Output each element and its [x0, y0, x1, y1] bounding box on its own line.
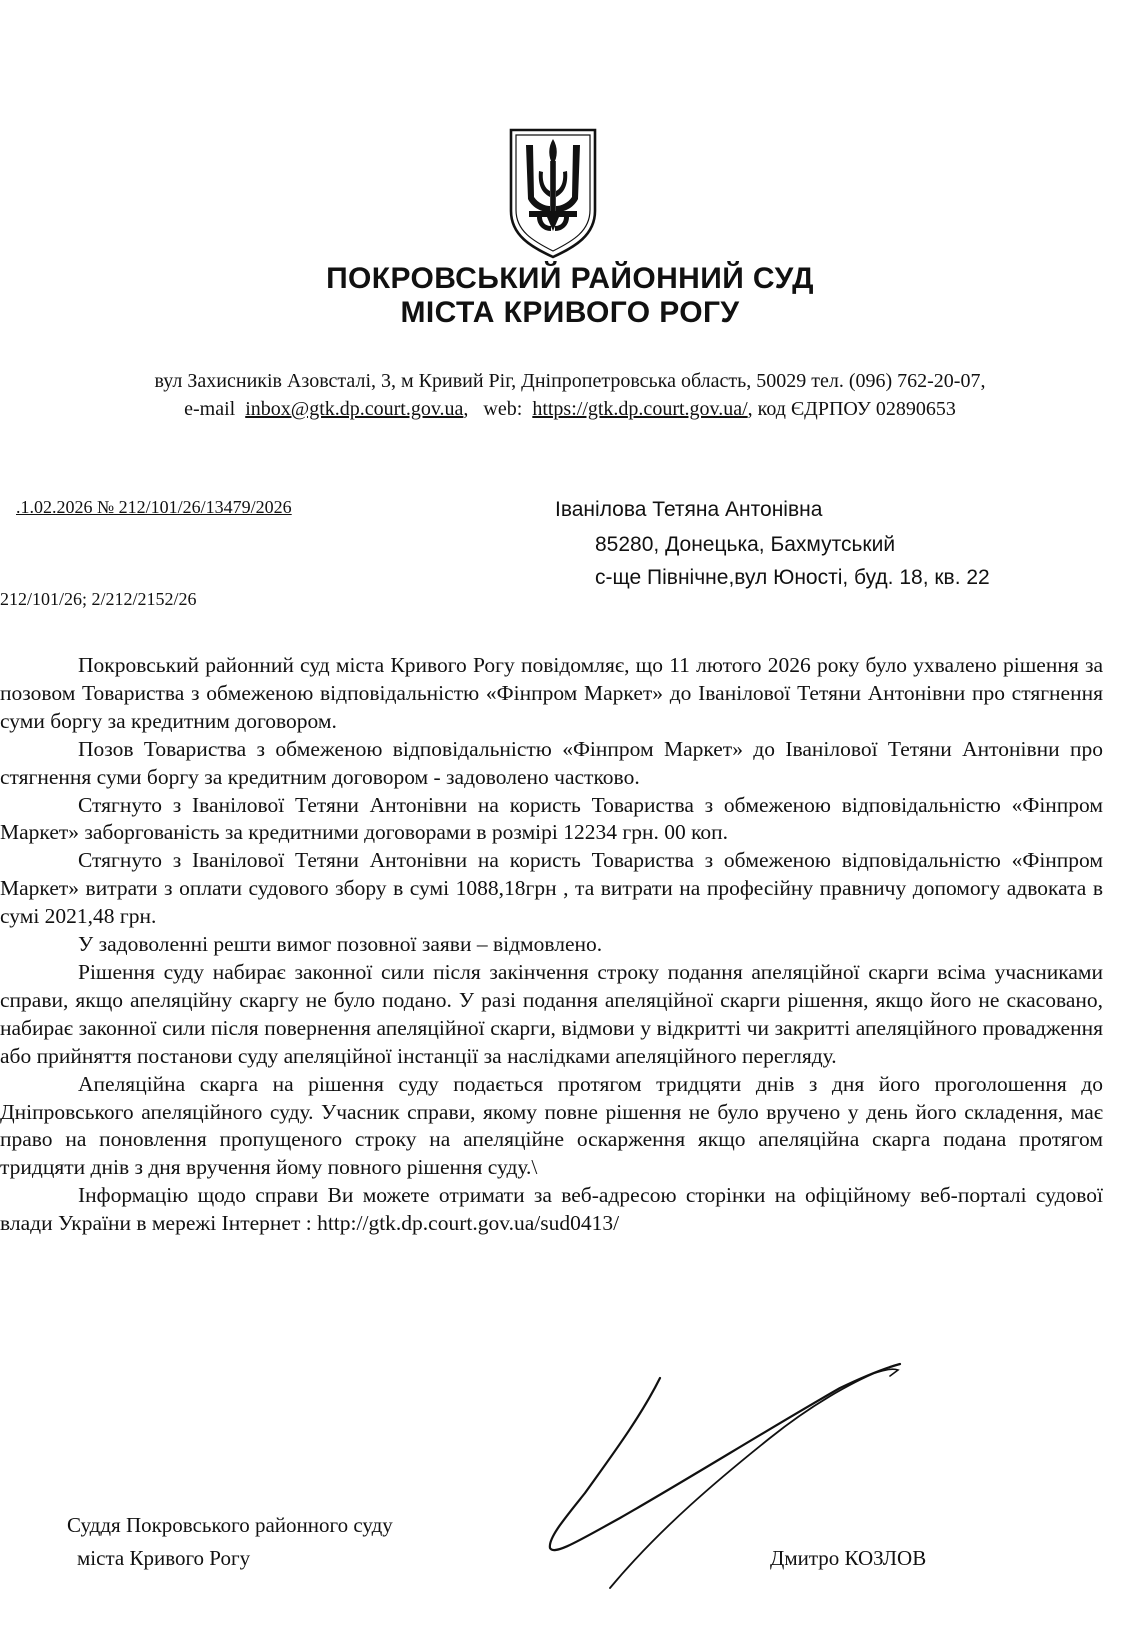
body-paragraph: Інформацію щодо справи Ви можете отримати за веб-адресою сторінки на офіційному веб-порталі судової влади України в мережі Інтернет : http://gtk.dp.court.gov.ua/sud0413/	[0, 1183, 1103, 1236]
case-numbers: 212/101/26; 2/212/2152/26	[0, 589, 197, 609]
body-paragraph: Позов Товариства з обмеженою відповідальністю «Фінпром Маркет» до Іванілової Тетяни Антонівни про стягнення суми боргу за кредитним договором - задоволено частково.	[0, 736, 1103, 789]
judge-position-line2: міста Кривого Рогу	[77, 1546, 251, 1570]
email-link[interactable]: inbox@gtk.dp.court.gov.ua	[245, 398, 464, 420]
recipient-name: Іванілова Тетяна Антонівна	[555, 498, 823, 521]
web-label: web:	[483, 398, 523, 420]
letter-body	[0, 652, 1103, 1238]
body-paragraph: У задоволенні решти вимог позовної заяви – відмовлено.	[78, 932, 603, 957]
email-label: e-mail	[184, 398, 236, 420]
trident-coat-of-arms-icon	[507, 127, 599, 260]
body-paragraph: Апеляційна скарга на рішення суду подається протягом тридцяти днів з дня його проголошення до Дніпровського апеляційного суду. Учасник справи, якому повне рішення не було вручено у день його складення, має право на поновлення пропущеного строку на апеляційне оскарження якщо апеляційна скарга подана протягом тридцяти днів з дня вручення йому повного рішення суду.\	[0, 1071, 1103, 1180]
body-paragraph: Покровський районний суд міста Кривого Рогу повідомляє, що 11 лютого 2026 року було ухвалено рішення за позовом Товариства з обмеженою відповідальністю «Фінпром Маркет» до Іванілової Тетяни Антонівни про стягнення суми боргу за кредитним договором.	[0, 653, 1103, 733]
recipient-address-line1: 85280, Донецька, Бахмутський	[595, 533, 896, 556]
outgoing-number: .1.02.2026 № 212/101/26/13479/2026	[16, 497, 292, 517]
court-address: вул Захисників Азовсталі, 3, м Кривий Ріг, Дніпропетровська область, 50029 тел. (096) 762-20-07,	[154, 370, 986, 392]
court-name-line2: МІСТА КРИВОГО РОГУ	[400, 296, 740, 329]
judge-name: Дмитро КОЗЛОВ	[770, 1546, 927, 1570]
judge-position-line1: Суддя Покровського районного суду	[67, 1513, 393, 1537]
court-contacts: e-mail inbox@gtk.dp.court.gov.ua, web: https://gtk.dp.court.gov.ua/, код ЄДРПОУ 02890653	[184, 398, 956, 420]
edrpou-code: , код ЄДРПОУ 02890653	[747, 398, 956, 420]
court-name-line1: ПОКРОВСЬКИЙ РАЙОННИЙ СУД	[326, 262, 814, 295]
recipient-address-line2: с-ще Північне,вул Юності, буд. 18, кв. 22	[595, 566, 990, 589]
website-link[interactable]: https://gtk.dp.court.gov.ua/	[532, 398, 748, 420]
body-paragraph: Стягнуто з Іванілової Тетяни Антонівни на користь Товариства з обмеженою відповідальністю «Фінпром Маркет» заборгованість за кредитними договорами в розмірі 12234 грн. 00 коп.	[0, 792, 1103, 845]
body-paragraph: Рішення суду набирає законної сили після закінчення строку подання апеляційної скарги всіма учасниками справи, якщо апеляційну скаргу не було подано. У разі подання апеляційної скарги рішення, якщо його не скасовано, набирає законної сили після повернення апеляційної скарги, відмови у відкритті чи закритті апеляційного провадження або прийняття постанови суду апеляційної інстанції за наслідками апеляційного перегляду.	[0, 959, 1103, 1068]
body-paragraph: Стягнуто з Іванілової Тетяни Антонівни на користь Товариства з обмеженою відповідальністю «Фінпром Маркет» витрати з оплати судового збору в сумі 1088,18грн , та витрати на професійну правничу допомогу адвоката в сумі 2021,48 грн.	[0, 848, 1103, 929]
